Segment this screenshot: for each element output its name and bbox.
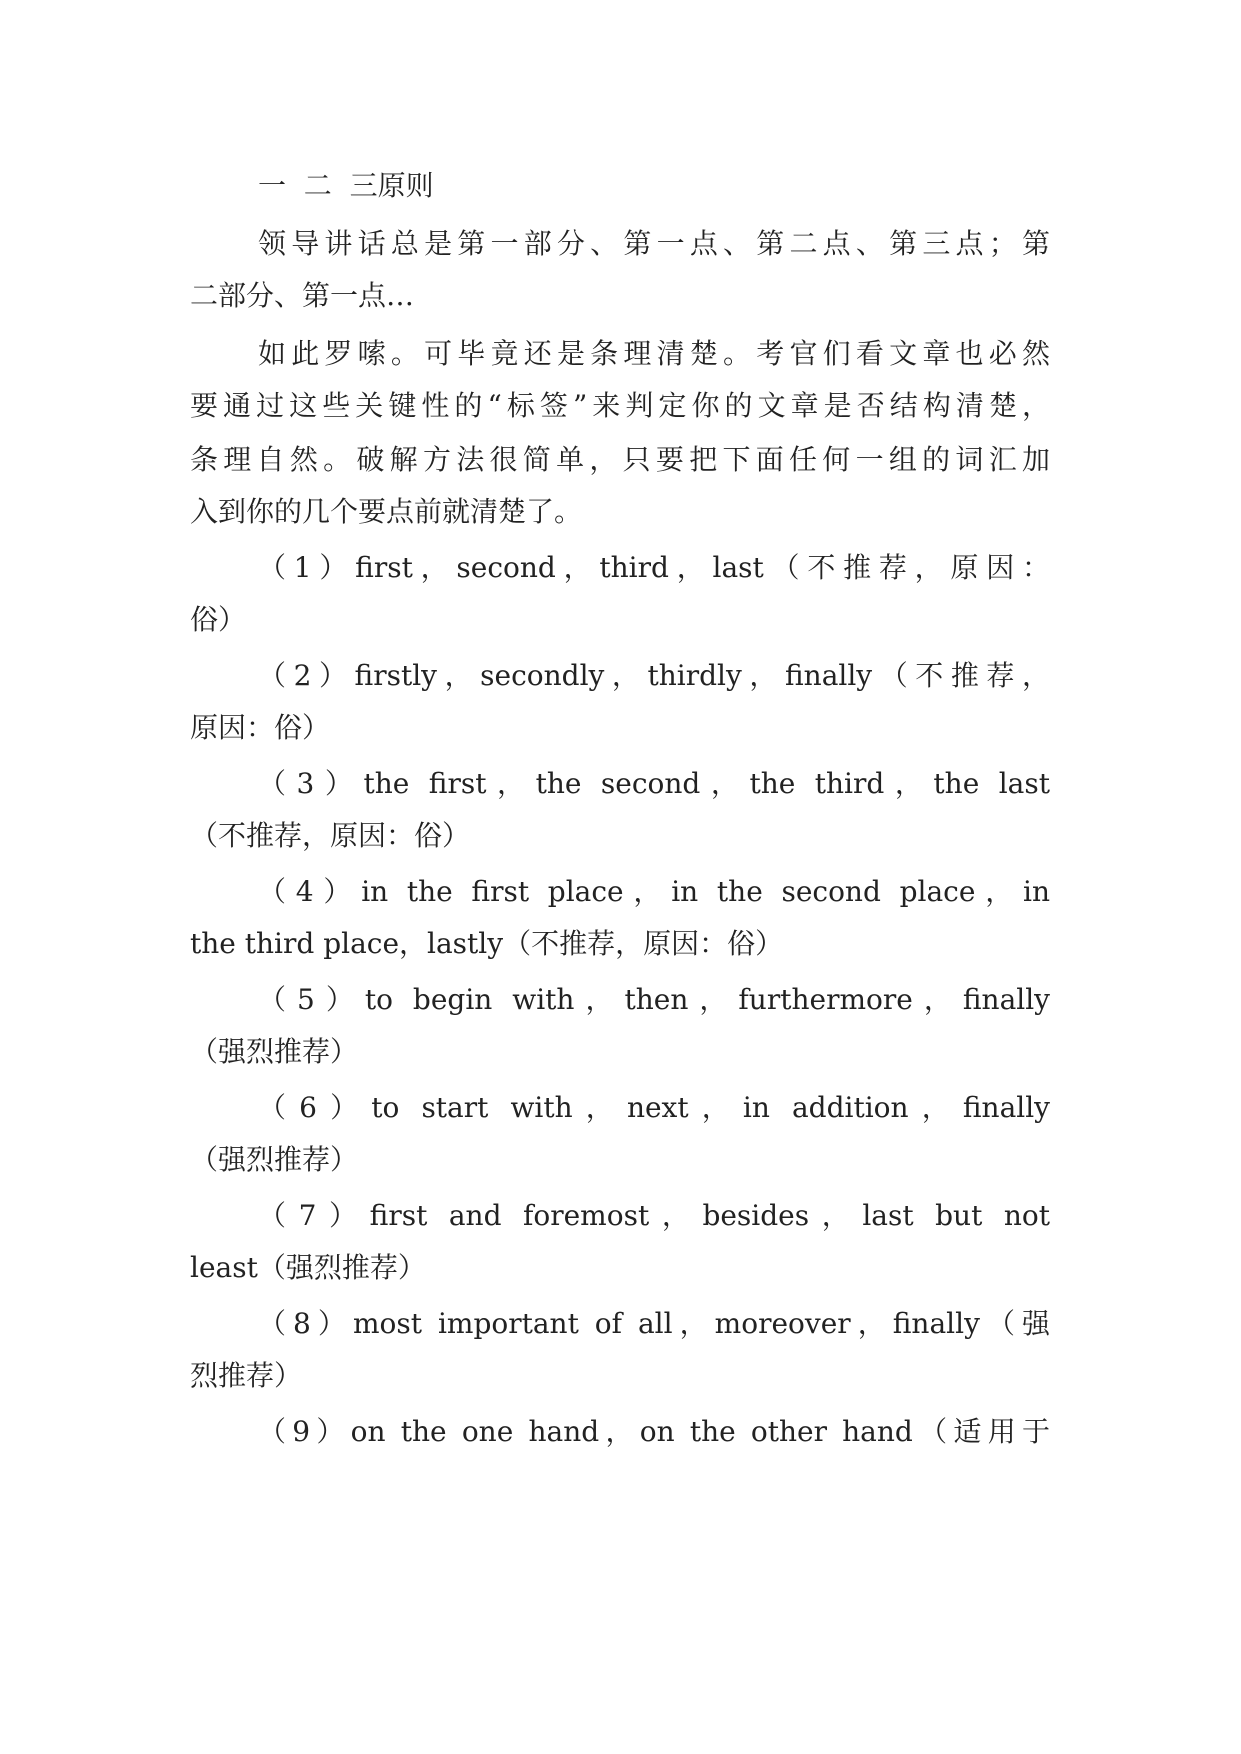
section-heading: 一 二 三原则 xyxy=(258,169,434,202)
list-item-line: （1）first，second，third，last（不推荐，原因： xyxy=(258,551,1050,584)
list-item-line: （2）firstly，secondly，thirdly，finally（不推荐， xyxy=(258,659,1050,692)
list-item-line: （4）in the first place，in the second place，in xyxy=(258,875,1050,908)
list-item-line: （6）to start with，next，in addition，finally xyxy=(258,1091,1050,1124)
list-item-line: （强烈推荐） xyxy=(190,1035,359,1068)
list-item-line: 原因：俗） xyxy=(190,711,331,744)
list-item-line: least（强烈推荐） xyxy=(190,1251,426,1284)
list-item-line: （强烈推荐） xyxy=(190,1143,359,1176)
paragraph-line: 入到你的几个要点前就清楚了。 xyxy=(190,495,583,528)
list-item-line: 烈推荐） xyxy=(190,1359,303,1392)
list-item-line: （不推荐，原因：俗） xyxy=(190,819,471,852)
list-item-line: （5）to begin with，then，furthermore，finally xyxy=(258,983,1050,1016)
list-item-line: （8）most important of all，moreover，finally（强 xyxy=(258,1307,1050,1340)
list-item-line: （7）first and foremost，besides，last but not xyxy=(258,1199,1050,1232)
paragraph-line: 要通过这些关键性的“标签”来判定你的文章是否结构清楚， xyxy=(190,389,1050,422)
list-item-line: （3）the first，the second，the third，the last xyxy=(258,767,1050,800)
list-item-line: the third place，lastly（不推荐，原因：俗） xyxy=(190,927,784,960)
paragraph-line: 二部分、第一点… xyxy=(190,279,415,312)
paragraph-line: 领导讲话总是第一部分、第一点、第二点、第三点；第 xyxy=(258,227,1050,260)
list-item-line: （9）on the one hand，on the other hand（适用于 xyxy=(258,1415,1050,1448)
paragraph-line: 如此罗嗦。可毕竟还是条理清楚。考官们看文章也必然 xyxy=(258,337,1050,370)
paragraph-line: 条理自然。破解方法很简单，只要把下面任何一组的词汇加 xyxy=(190,443,1050,476)
list-item-line: 俗） xyxy=(190,603,247,636)
